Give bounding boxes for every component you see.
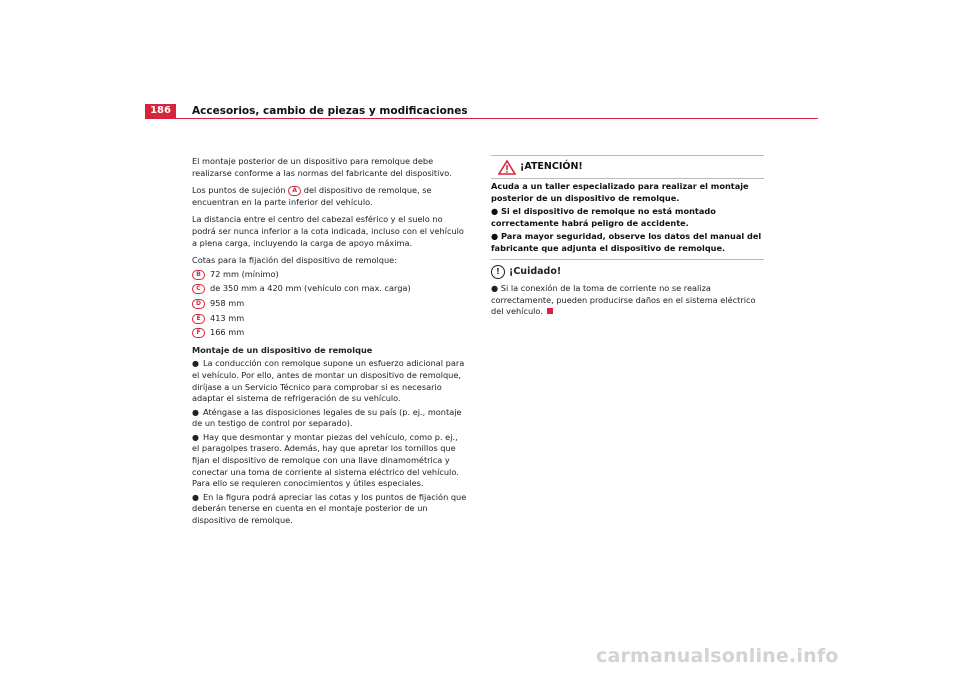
dimension-value: 958 mm [210,297,245,308]
marker-c: C [192,284,205,294]
dimension-value: 72 mm (mínimo) [210,268,279,279]
header-divider [145,118,818,119]
watermark: carmanualsonline.info [596,645,839,667]
dimension-value: 166 mm [210,327,245,338]
dimension-row [192,269,467,281]
dimension-row [192,327,467,339]
caution-item [491,283,764,318]
caution-title: ¡Cuidado! [509,266,562,277]
list-item-text: La conducción con remolque supone un esfuerzo adicional para el vehículo. Por ello, antes de montar un dispositivo de remolque, diríjase a un Servicio Técnico para comprobar si es necesario adaptar el sistema de refrigeración de su vehículo. [192,358,465,404]
dimension-row [192,283,467,295]
bullet-icon: ● [491,283,501,293]
bullet-icon: ● [192,432,199,442]
caution-header [491,265,764,281]
exclamation-circle-icon: ! [491,265,505,279]
list-item [192,358,467,404]
paragraph-intro: El montaje posterior de un dispositivo para remolque debe realizarse conforme a las normas del fabricante del dispositivo. [192,156,452,178]
dimension-row [192,298,467,310]
page-number: 186 [145,104,176,118]
bullet-icon: ● [192,492,199,502]
warning-title: ¡ATENCIÓN! [520,161,583,172]
marker-f: F [192,328,205,338]
left-column [192,156,467,529]
warning-body [491,179,764,259]
warning-box [491,155,764,260]
paragraph-distance: La distancia entre el centro del cabezal esférico y el suelo no podrá ser nunca inferior a la cota indicada, incluso con el vehículo a plena carga, incluyendo la carga de apoyo máxima. [192,214,464,248]
dimension-value: de 350 mm a 420 mm (vehículo con max. carga) [210,283,411,294]
bullet-icon: ● [192,407,199,417]
page-title: Accesorios, cambio de piezas y modificaciones [192,105,468,117]
paragraph-dimensions-intro: Cotas para la fijación del dispositivo de remolque: [192,255,397,266]
dimension-row [192,313,467,325]
warning-item-text: Si el dispositivo de remolque no está montado correctamente habrá peligro de accidente. [491,206,716,228]
warning-triangle-icon [498,160,516,179]
warning-intro: Acuda a un taller especializado para realizar el montaje posterior de un dispositivo de remolque. [491,181,749,203]
bullet-icon: ● [491,206,501,217]
warning-header [491,156,764,179]
bullet-icon: ● [192,359,199,369]
warning-item [491,231,764,254]
list-item [192,432,467,490]
list-item [192,407,467,430]
marker-a: A [288,186,301,196]
list-item-text: Aténgase a las disposiciones legales de su país (p. ej., montaje de un testigo de control por separado). [192,406,462,429]
text-span: Los puntos de sujeción [192,185,286,196]
marker-b: B [192,270,205,280]
marker-d: D [192,299,205,309]
bullet-icon: ● [491,231,501,242]
list-item-text: En la figura podrá apreciar las cotas y los puntos de fijación que deberán tenerse en cuenta en el montaje posterior de un dispositivo de remolque. [192,491,467,526]
paragraph-attachment-points [192,185,467,208]
caution-item-text: Si la conexión de la toma de corriente no se realiza correctamente, pueden producirse daños en el sistema eléctrico del vehículo. [491,283,756,317]
warning-item-text: Para mayor seguridad, observe los datos del manual del fabricante que adjunta el dispositivo de remolque. [491,231,762,253]
list-item [192,492,467,527]
caution-note [491,265,764,318]
list-item-text: Hay que desmontar y montar piezas del vehículo, como p. ej., el paragolpes trasero. Además, hay que apretar los tornillos que fijan el dispositivo de remolque con una llave dinamométrica y conectar una toma de corriente al sistema eléctrico del vehículo. Para ello se requieren conocimientos y útiles especiales. [192,431,459,489]
text-span: del dispositivo de remolque, se encuentran en la parte inferior del vehículo. [192,185,432,207]
dimension-value: 413 mm [210,312,245,323]
section-heading: Montaje de un dispositivo de remolque [192,344,373,355]
end-of-section-icon [547,308,553,314]
warning-item [491,206,764,229]
marker-e: E [192,314,205,324]
